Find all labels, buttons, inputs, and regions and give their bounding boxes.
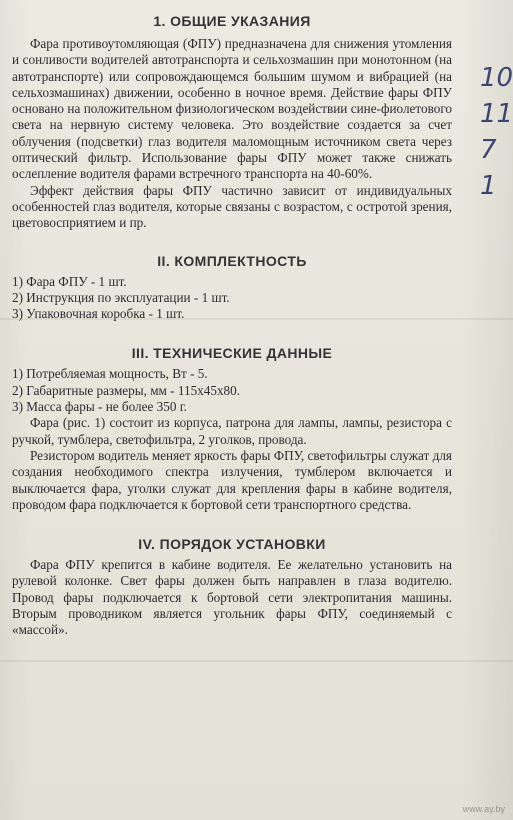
section-title-installation: IV. ПОРЯДОК УСТАНОВКИ <box>138 536 326 553</box>
list-item: 2) Габаритные размеры, мм - 115х45х80. <box>12 382 241 398</box>
section-title-completeness: II. КОМПЛЕКТНОСТЬ <box>157 252 307 269</box>
list-item: 1) Фара ФПУ - 1 шт. <box>12 273 127 289</box>
paragraph: Фара противоутомляющая (ФПУ) предназначена для снижения утомления и сонливости водителей автотранспорта и сельхозмашин при монотонном (на автотранспорте) или сопровождающемся большим шумом и вибрацией (на сельхозмашинах) движении, особенно в ночное время. Действие фары ФПУ основано на положительном физиологическом воздействии сине-фиолетового света на нервную систему человека. Это воздействие создается за счет облучения (подсветки) глаз водителя маломощным источником света через оптический фильтр. Использование фары ФПУ может также снижать ослепление водителя фарами встречного транспорта на 40-60%. <box>12 36 452 182</box>
paragraph: Фара (рис. 1) состоит из корпуса, патрона для лампы, лампы, резистора с ручкой, тумблера, светофильтра, 2 уголков, провода. <box>12 415 452 447</box>
margin-note: 10 <box>480 63 513 93</box>
document-body <box>12 6 452 639</box>
section-title-specs: III. ТЕХНИЧЕСКИЕ ДАННЫЕ <box>131 345 333 362</box>
section-title-general: 1. ОБЩИЕ УКАЗАНИЯ <box>153 13 311 29</box>
margin-note: 7 <box>480 135 497 165</box>
margin-note: 11 <box>480 99 513 129</box>
list-item: 1) Потребляемая мощность, Вт - 5. <box>12 366 208 382</box>
margin-note: 1 <box>480 171 497 201</box>
watermark: www.ay.by <box>462 804 505 814</box>
paper-fold <box>0 660 513 662</box>
paragraph: Эффект действия фары ФПУ частично зависит от индивидуальных особенностей глаз водителя, которые связаны с возрастом, с остротой зрения, цветовосприятием и пр. <box>12 182 452 231</box>
paragraph: Фара ФПУ крепится в кабине водителя. Ее желательно установить на рулевой колонке. Свет фары должен быть направлен в глаза водителю. Провод фары подключается к бортовой сети электропитания машины. Вторым проводником является угольник фары ФПУ, соединяемый с «массой». <box>12 557 452 638</box>
list-item: 3) Упаковочная коробка - 1 шт. <box>12 306 185 322</box>
handwritten-margin-notes <box>480 60 513 204</box>
list-item: 3) Масса фары - не более 350 г. <box>12 399 187 415</box>
paragraph: Резистором водитель меняет яркость фары ФПУ, светофильтры служат для создания необходимого спектра излучения, тумблером включается и выключается фара, уголки служат для крепления фары в кабине водителя, проводом фара подключается к бортовой сети транспортного средства. <box>12 447 452 512</box>
list-item: 2) Инструкция по эксплуатации - 1 шт. <box>12 289 230 305</box>
